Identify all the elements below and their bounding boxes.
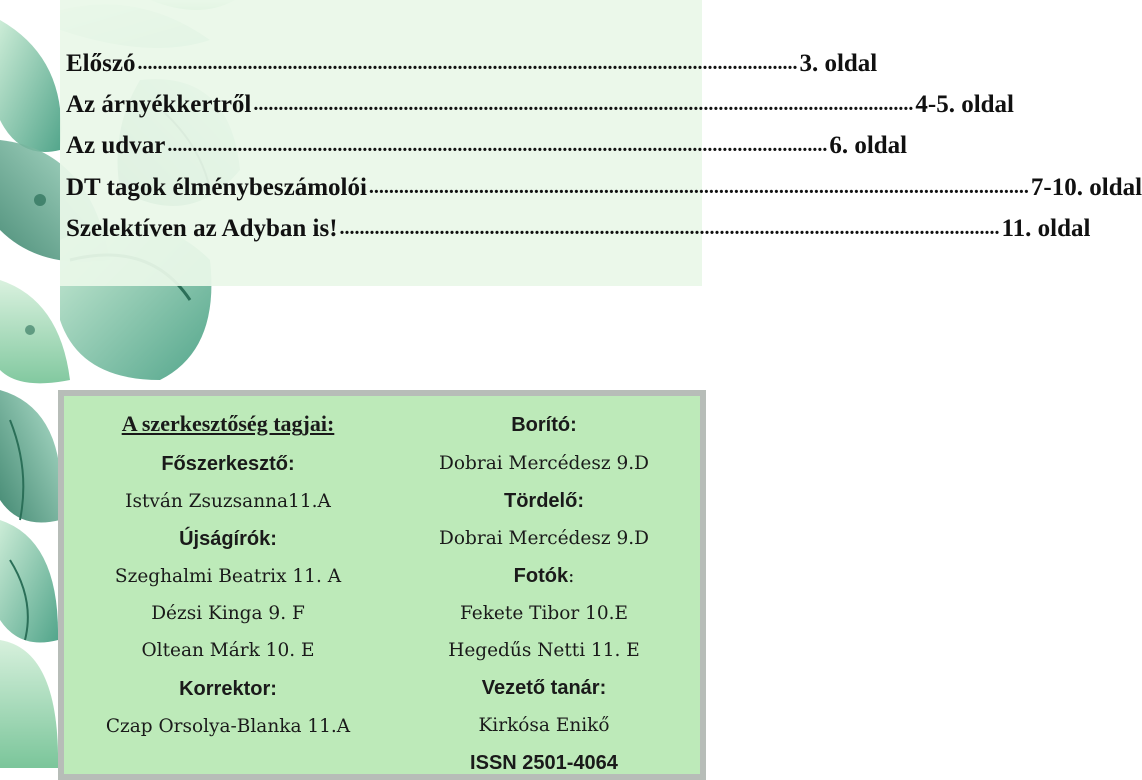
photos-label: Fotók: [513, 565, 569, 587]
cover-label: Borító:: [511, 414, 577, 436]
toc-title: DT tagok élménybeszámolói: [66, 174, 367, 201]
journalist-name: Oltean Márk 10. E: [141, 640, 315, 661]
editor-in-chief-label: Főszerkesztő:: [161, 453, 295, 475]
toc-page: 11. oldal: [1001, 215, 1091, 242]
proofreader-name: Czap Orsolya-Blanka 11.A: [105, 716, 351, 737]
cover-designer: Dobrai Mercédesz 9.D: [439, 453, 649, 474]
toc-page: 7-10. oldal: [1030, 174, 1142, 201]
photographer-name: Fekete Tibor 10.E: [459, 603, 629, 624]
issn: ISSN 2501-4064: [470, 752, 618, 774]
teacher-label: Vezető tanár:: [481, 677, 607, 699]
toc-entry: [66, 207, 1091, 242]
photos-label-line: [394, 564, 694, 588]
toc-page: 6. oldal: [829, 132, 908, 159]
layout-label: Tördelő:: [504, 490, 584, 512]
toc-page: 4-5. oldal: [915, 91, 1014, 118]
journalists-label: Újságírók:: [179, 528, 277, 550]
toc-title: Előszó: [66, 50, 136, 77]
toc-leader-dots: ....................................................................................................................................: [137, 52, 798, 74]
toc-title: Szelektíven az Adyban is!: [66, 215, 338, 242]
toc-title: Az árnyékkertről: [66, 91, 252, 118]
toc-leader-dots: ....................................................................................................................................: [368, 176, 1029, 198]
toc-entry: [66, 83, 1014, 118]
journalist-name: Dézsi Kinga 9. F: [151, 603, 305, 624]
toc-leader-dots: ....................................................................................................................................: [167, 134, 828, 156]
photographer-name: Hegedűs Netti 11. E: [448, 640, 640, 661]
toc-leader-dots: ....................................................................................................................................: [253, 93, 914, 115]
toc-entry: [66, 166, 1142, 201]
toc-entry: [66, 42, 878, 77]
editor-in-chief-name: István Zsuzsanna11.A: [125, 491, 331, 512]
proofreader-label: Korrektor:: [179, 678, 277, 700]
staff-heading: A szerkesztőség tagjai:: [121, 411, 335, 436]
toc-title: Az udvar: [66, 132, 166, 159]
editorial-staff-box: [58, 390, 706, 780]
toc-leader-dots: ....................................................................................................................................: [339, 217, 1000, 239]
teacher-name: Kirkósa Enikő: [478, 715, 610, 736]
table-of-contents: [60, 0, 1142, 286]
layout-designer: Dobrai Mercédesz 9.D: [439, 528, 649, 549]
journalist-name: Szeghalmi Beatrix 11. A: [114, 566, 342, 587]
toc-entry: [66, 124, 908, 159]
photos-colon: :: [568, 566, 575, 587]
toc-page: 3. oldal: [799, 50, 878, 77]
